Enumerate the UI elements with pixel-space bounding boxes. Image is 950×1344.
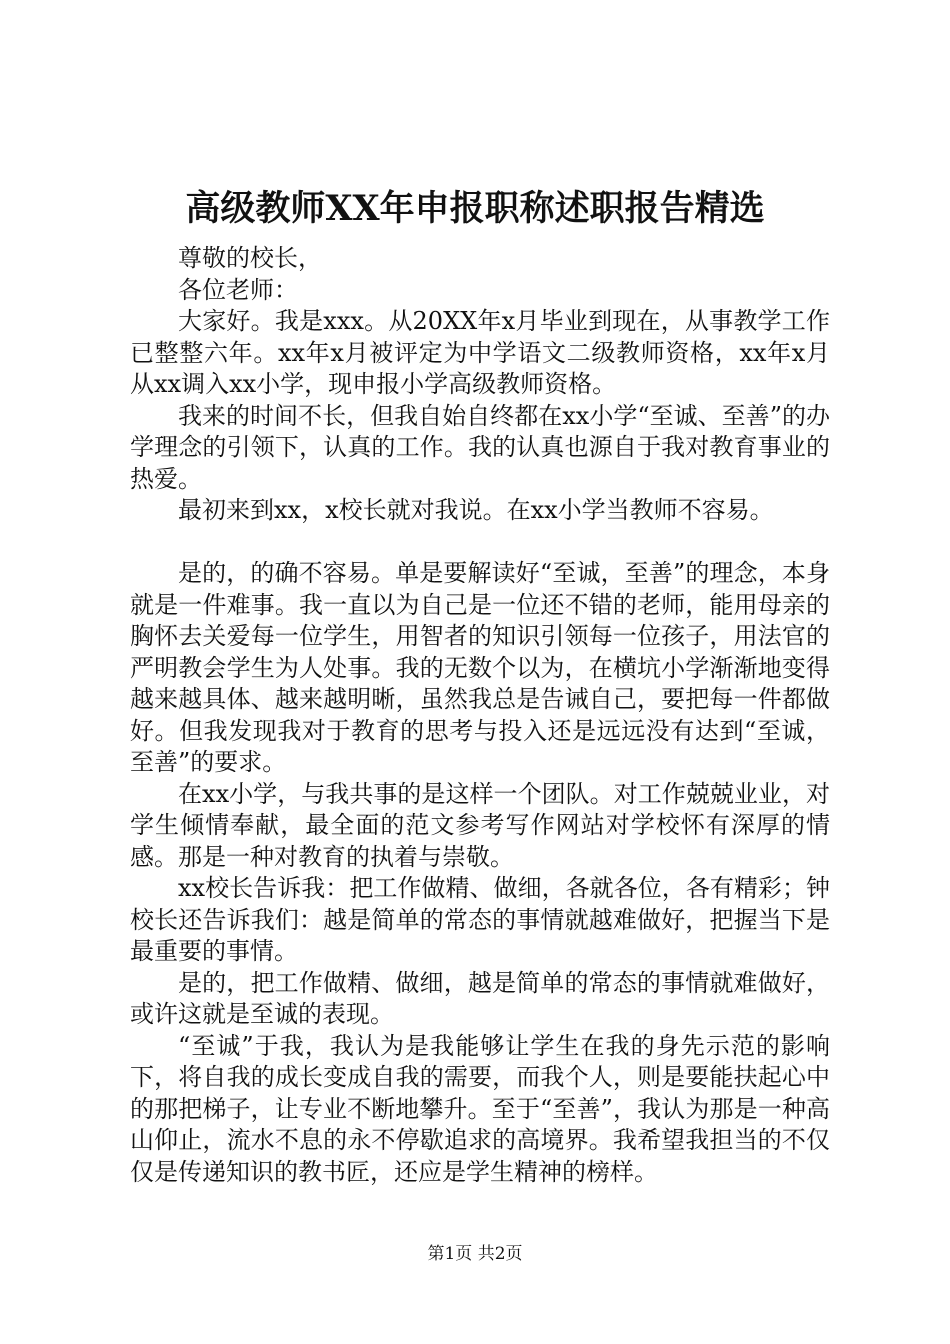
page-number-footer: 第1页 共2页 — [427, 1244, 523, 1264]
document-title: 高级教师XX年申报职称述职报告精选 — [185, 188, 765, 229]
salutation-principal: 尊敬的校长， — [178, 244, 322, 272]
paragraph: 在xx小学，与我共事的是这样一个团队。对工作兢兢业业，对学生倾情奉献，最全面的范文参考写作网站对学校怀有深厚的情感。那是一种对教育的执着与崇敬。 — [130, 779, 830, 871]
document-body — [130, 243, 830, 1188]
salutation-teachers: 各位老师： — [178, 275, 298, 304]
paragraph: 我来的时间不长，但我自始自终都在xx小学“至诚、至善”的办学理念的引领下，认真的工作。我的认真也源自于我对教育事业的热爱。 — [130, 401, 830, 493]
paragraph: 大家好。我是xxx。从20XX年x月毕业到现在，从事教学工作已整整六年。xx年x月被评定为中学语文二级教师资格，xx年x月从xx调入xx小学，现申报小学高级教师资格。 — [130, 307, 830, 398]
blank-line — [130, 527, 830, 559]
paragraph: 是的，的确不容易。单是要解读好“至诚，至善”的理念，本身就是一件难事。我一直以为自己是一位还不错的老师，能用母亲的胸怀去关爱每一位学生，用智者的知识引领每一位孩子，用法官的严明教会学生为人处事。我的无数个以为，在横坑小学渐渐地变得越来越具体、越来越明晰，虽然我总是告诫自己，要把每一件都做好。但我发现我对于教育的思考与投入还是远远没有达到“至诚，至善”的要求。 — [130, 559, 830, 776]
paragraph: “至诚”于我，我认为是我能够让学生在我的身先示范的影响下，将自我的成长变成自我的需要，而我个人，则是要能扶起心中的那把梯子，让专业不断地攀升。至于“至善”，我认为那是一种高山仰止，流水不息的永不停歇追求的高境界。我希望我担当的不仅仅是传递知识的教书匠，还应是学生精神的榜样。 — [130, 1031, 830, 1186]
paragraph: 是的，把工作做精、做细，越是简单的常态的事情就难做好，或许这就是至诚的表现。 — [130, 968, 830, 1028]
paragraph: xx校长告诉我：把工作做精、做细，各就各位，各有精彩；钟校长还告诉我们：越是简单的常态的事情就越难做好，把握当下是最重要的事情。 — [130, 874, 830, 965]
paragraph: 最初来到xx，x校长就对我说。在xx小学当教师不容易。 — [178, 496, 774, 524]
